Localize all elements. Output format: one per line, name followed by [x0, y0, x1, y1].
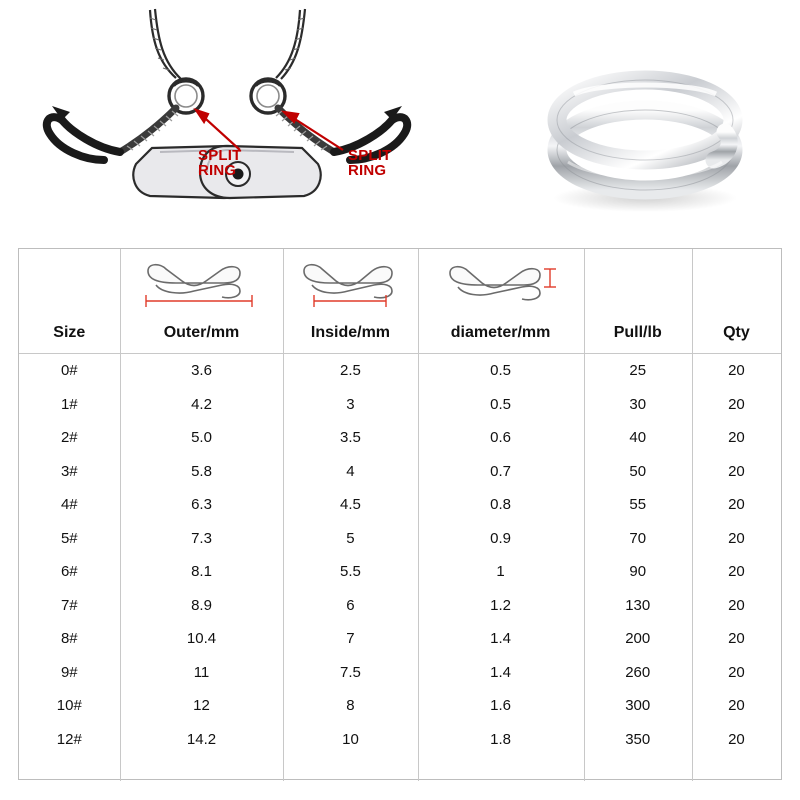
- cell-pull: 300: [625, 697, 651, 715]
- cell-diameter: 0.6: [490, 429, 511, 447]
- cell-outer: 14.2: [186, 730, 217, 748]
- cell-inside: 8: [346, 697, 355, 715]
- cell-size: 9#: [60, 663, 78, 681]
- cell-outer: 7.3: [191, 529, 212, 547]
- header-outer: Outer/mm: [120, 313, 284, 354]
- cell-outer: 11: [193, 663, 210, 681]
- column-divider: [418, 249, 419, 781]
- cell-size: 4#: [60, 496, 78, 514]
- cell-pull: 260: [625, 663, 651, 681]
- cell-qty: 20: [728, 395, 745, 413]
- cell-pull: 30: [629, 395, 647, 413]
- table-row: [19, 388, 781, 422]
- cell-qty: 20: [728, 596, 745, 614]
- cell-qty: 20: [728, 663, 745, 681]
- split-ring-label-left-line2: RING: [198, 162, 237, 179]
- cell-outer: 8.9: [191, 596, 212, 614]
- table-row: [19, 689, 781, 723]
- cell-qty: 20: [728, 496, 745, 514]
- right-callout-arrow: [284, 112, 343, 150]
- cell-diameter: 1.6: [490, 697, 511, 715]
- cell-inside: 6: [346, 596, 355, 614]
- split-ring-label-right: [348, 148, 392, 178]
- table-row: [19, 555, 781, 589]
- spec-table: [19, 249, 781, 756]
- header-diameter: diameter/mm: [418, 313, 584, 354]
- cell-qty: 20: [728, 563, 745, 581]
- cell-pull: 350: [625, 730, 651, 748]
- cell-qty: 20: [728, 529, 745, 547]
- header-qty: Qty: [692, 313, 781, 354]
- cell-qty: 20: [728, 362, 745, 380]
- cell-diameter: 0.5: [490, 362, 511, 380]
- cell-outer: 3.6: [191, 362, 212, 380]
- product-illustration: [0, 0, 800, 245]
- cell-size: 0#: [60, 362, 78, 380]
- cell-inside: 7: [346, 630, 355, 648]
- cell-size: 8#: [60, 630, 78, 648]
- cell-pull: 50: [629, 462, 647, 480]
- cell-size: 2#: [60, 429, 78, 447]
- cell-diameter: 1.2: [490, 596, 511, 614]
- column-divider: [283, 249, 284, 781]
- cell-diameter: 0.9: [490, 529, 511, 547]
- left-callout-arrow: [196, 110, 240, 150]
- cell-qty: 20: [728, 462, 745, 480]
- table-row: [19, 455, 781, 489]
- cell-outer: 10.4: [186, 630, 217, 648]
- split-ring-label-left: [198, 148, 242, 178]
- table-row: [19, 354, 781, 388]
- table-row: [19, 488, 781, 522]
- cell-diameter: 0.8: [490, 496, 511, 514]
- outer-diameter-icon: [120, 249, 284, 313]
- cell-inside: 3: [346, 395, 355, 413]
- cell-diameter: 0.5: [490, 395, 511, 413]
- table-icon-row: [19, 249, 781, 313]
- cell-inside: 2.5: [340, 362, 361, 380]
- split-ring-label-right-line1: SPLIT: [348, 147, 392, 164]
- column-divider: [692, 249, 693, 781]
- wire-diameter-icon: [418, 249, 584, 313]
- cell-outer: 5.0: [191, 429, 212, 447]
- icon-cell-qty-empty: [692, 249, 781, 313]
- cell-inside: 5.5: [340, 563, 361, 581]
- cell-pull: 200: [625, 630, 651, 648]
- cell-diameter: 1.4: [490, 663, 511, 681]
- cell-pull: 90: [629, 563, 647, 581]
- table-row: [19, 723, 781, 757]
- header-inside: Inside/mm: [283, 313, 417, 354]
- split-ring-label-right-line2: RING: [348, 162, 387, 179]
- cell-qty: 20: [728, 630, 745, 648]
- cell-inside: 10: [342, 730, 359, 748]
- cell-diameter: 0.7: [490, 462, 511, 480]
- table-row: [19, 622, 781, 656]
- cell-pull: 70: [629, 529, 647, 547]
- table-row: [19, 421, 781, 455]
- split-ring-diagram: [0, 0, 520, 245]
- cell-inside: 7.5: [340, 663, 361, 681]
- cell-inside: 4: [346, 462, 355, 480]
- header-pull: Pull/lb: [584, 313, 692, 354]
- icon-cell-pull-empty: [584, 249, 692, 313]
- cell-outer: 4.2: [191, 395, 212, 413]
- icon-cell-empty: [19, 249, 120, 313]
- cell-outer: 12: [193, 697, 210, 715]
- inside-diameter-icon: [283, 249, 417, 313]
- cell-inside: 4.5: [340, 496, 361, 514]
- cell-qty: 20: [728, 697, 745, 715]
- cell-qty: 20: [728, 730, 745, 748]
- cell-pull: 25: [629, 362, 647, 380]
- cell-outer: 5.8: [191, 462, 212, 480]
- cell-size: 7#: [60, 596, 78, 614]
- cell-inside: 3.5: [340, 429, 361, 447]
- cell-diameter: 1: [496, 563, 505, 581]
- cell-size: 3#: [60, 462, 78, 480]
- left-hook-icon: [47, 117, 120, 160]
- column-divider: [584, 249, 585, 781]
- cell-diameter: 1.4: [490, 630, 511, 648]
- table-row: [19, 589, 781, 623]
- cell-qty: 20: [728, 429, 745, 447]
- cell-size: 10#: [56, 697, 82, 715]
- cell-diameter: 1.8: [490, 730, 511, 748]
- split-ring-photo: [520, 58, 770, 218]
- table-row: [19, 656, 781, 690]
- header-size: Size: [19, 313, 120, 354]
- table-row: [19, 522, 781, 556]
- cell-outer: 6.3: [191, 496, 212, 514]
- column-divider: [120, 249, 121, 781]
- table-header-row: [19, 313, 781, 354]
- cell-size: 6#: [60, 563, 78, 581]
- cell-pull: 130: [625, 596, 651, 614]
- cell-outer: 8.1: [191, 563, 212, 581]
- split-ring-label-left-line1: SPLIT: [198, 147, 242, 164]
- specification-table: [18, 248, 782, 780]
- cell-pull: 55: [629, 496, 647, 514]
- cell-size: 5#: [60, 529, 78, 547]
- cell-size: 12#: [56, 730, 82, 748]
- cell-inside: 5: [346, 529, 355, 547]
- cell-size: 1#: [60, 395, 78, 413]
- cell-pull: 40: [629, 429, 647, 447]
